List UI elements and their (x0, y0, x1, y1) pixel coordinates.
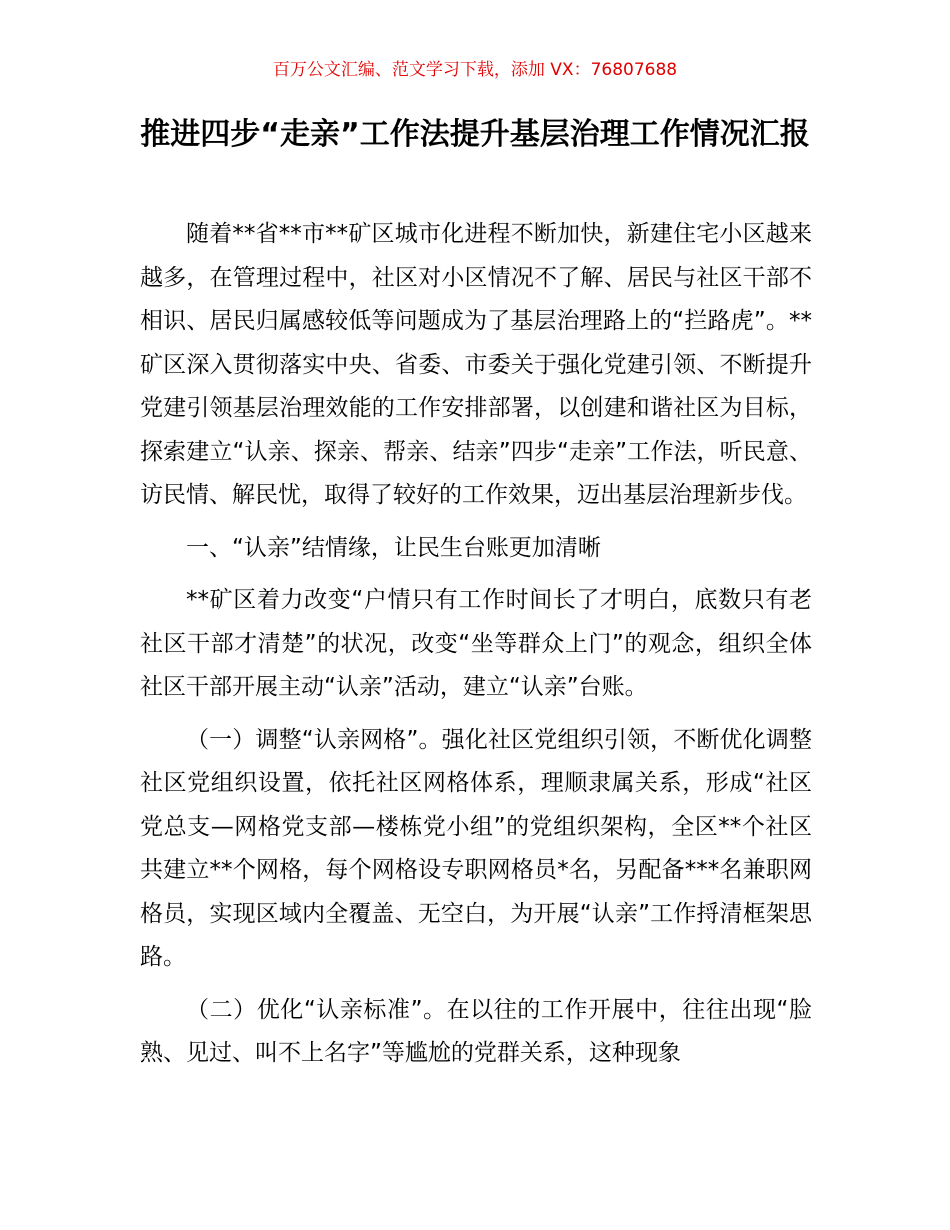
document-title: 推进四步“走亲”工作法提升基层治理工作情况汇报 (140, 117, 810, 152)
subsection-1-paragraph: （一）调整“认亲网格”。强化社区党组织引领，不断优化调整社区党组织设置，依托社区网格体系，理顺隶属关系，形成“社区党总支—网格党支部—楼栋党小组”的党组织架构，全区**个社区共建立**个网格，每个网格设专职网格员*名，另配备***名兼职网格员，实现区域内全覆盖、无空白，为开展“认亲”工作捋清框架思路。 (140, 726, 812, 970)
intro-paragraph: 随着**省**市**矿区城市化进程不断加快，新建住宅小区越来越多，在管理过程中，社区对小区情况不了解、居民与社区干部不相识、居民归属感较低等问题成为了基层治理路上的“拦路虎”。**矿区深入贯彻落实中央、省委、市委关于强化党建引领、不断提升党建引领基层治理效能的工作安排部署，以创建和谐社区为目标，探索建立“认亲、探亲、帮亲、结亲”四步“走亲”工作法，听民意、访民情、解民忧，取得了较好的工作效果，迈出基层治理新步伐。 (140, 221, 812, 508)
header-banner: 百万公文汇编、范文学习下载，添加 VX：76807688 (272, 60, 678, 80)
section-heading-1: 一、“认亲”结情缘，让民生台账更加清晰 (186, 534, 601, 561)
subsection-2-paragraph: （二）优化“认亲标准”。在以往的工作开展中，往往出现“脸熟、见过、叫不上名字”等尴尬的党群关系，这种现象 (140, 996, 812, 1066)
document-body (140, 213, 812, 1085)
section-1-paragraph: **矿区着力改变“户情只有工作时间长了才明白，底数只有老社区干部才清楚”的状况，改变“坐等群众上门”的观念，组织全体社区干部开展主动“认亲”活动，建立“认亲”台账。 (140, 587, 812, 700)
